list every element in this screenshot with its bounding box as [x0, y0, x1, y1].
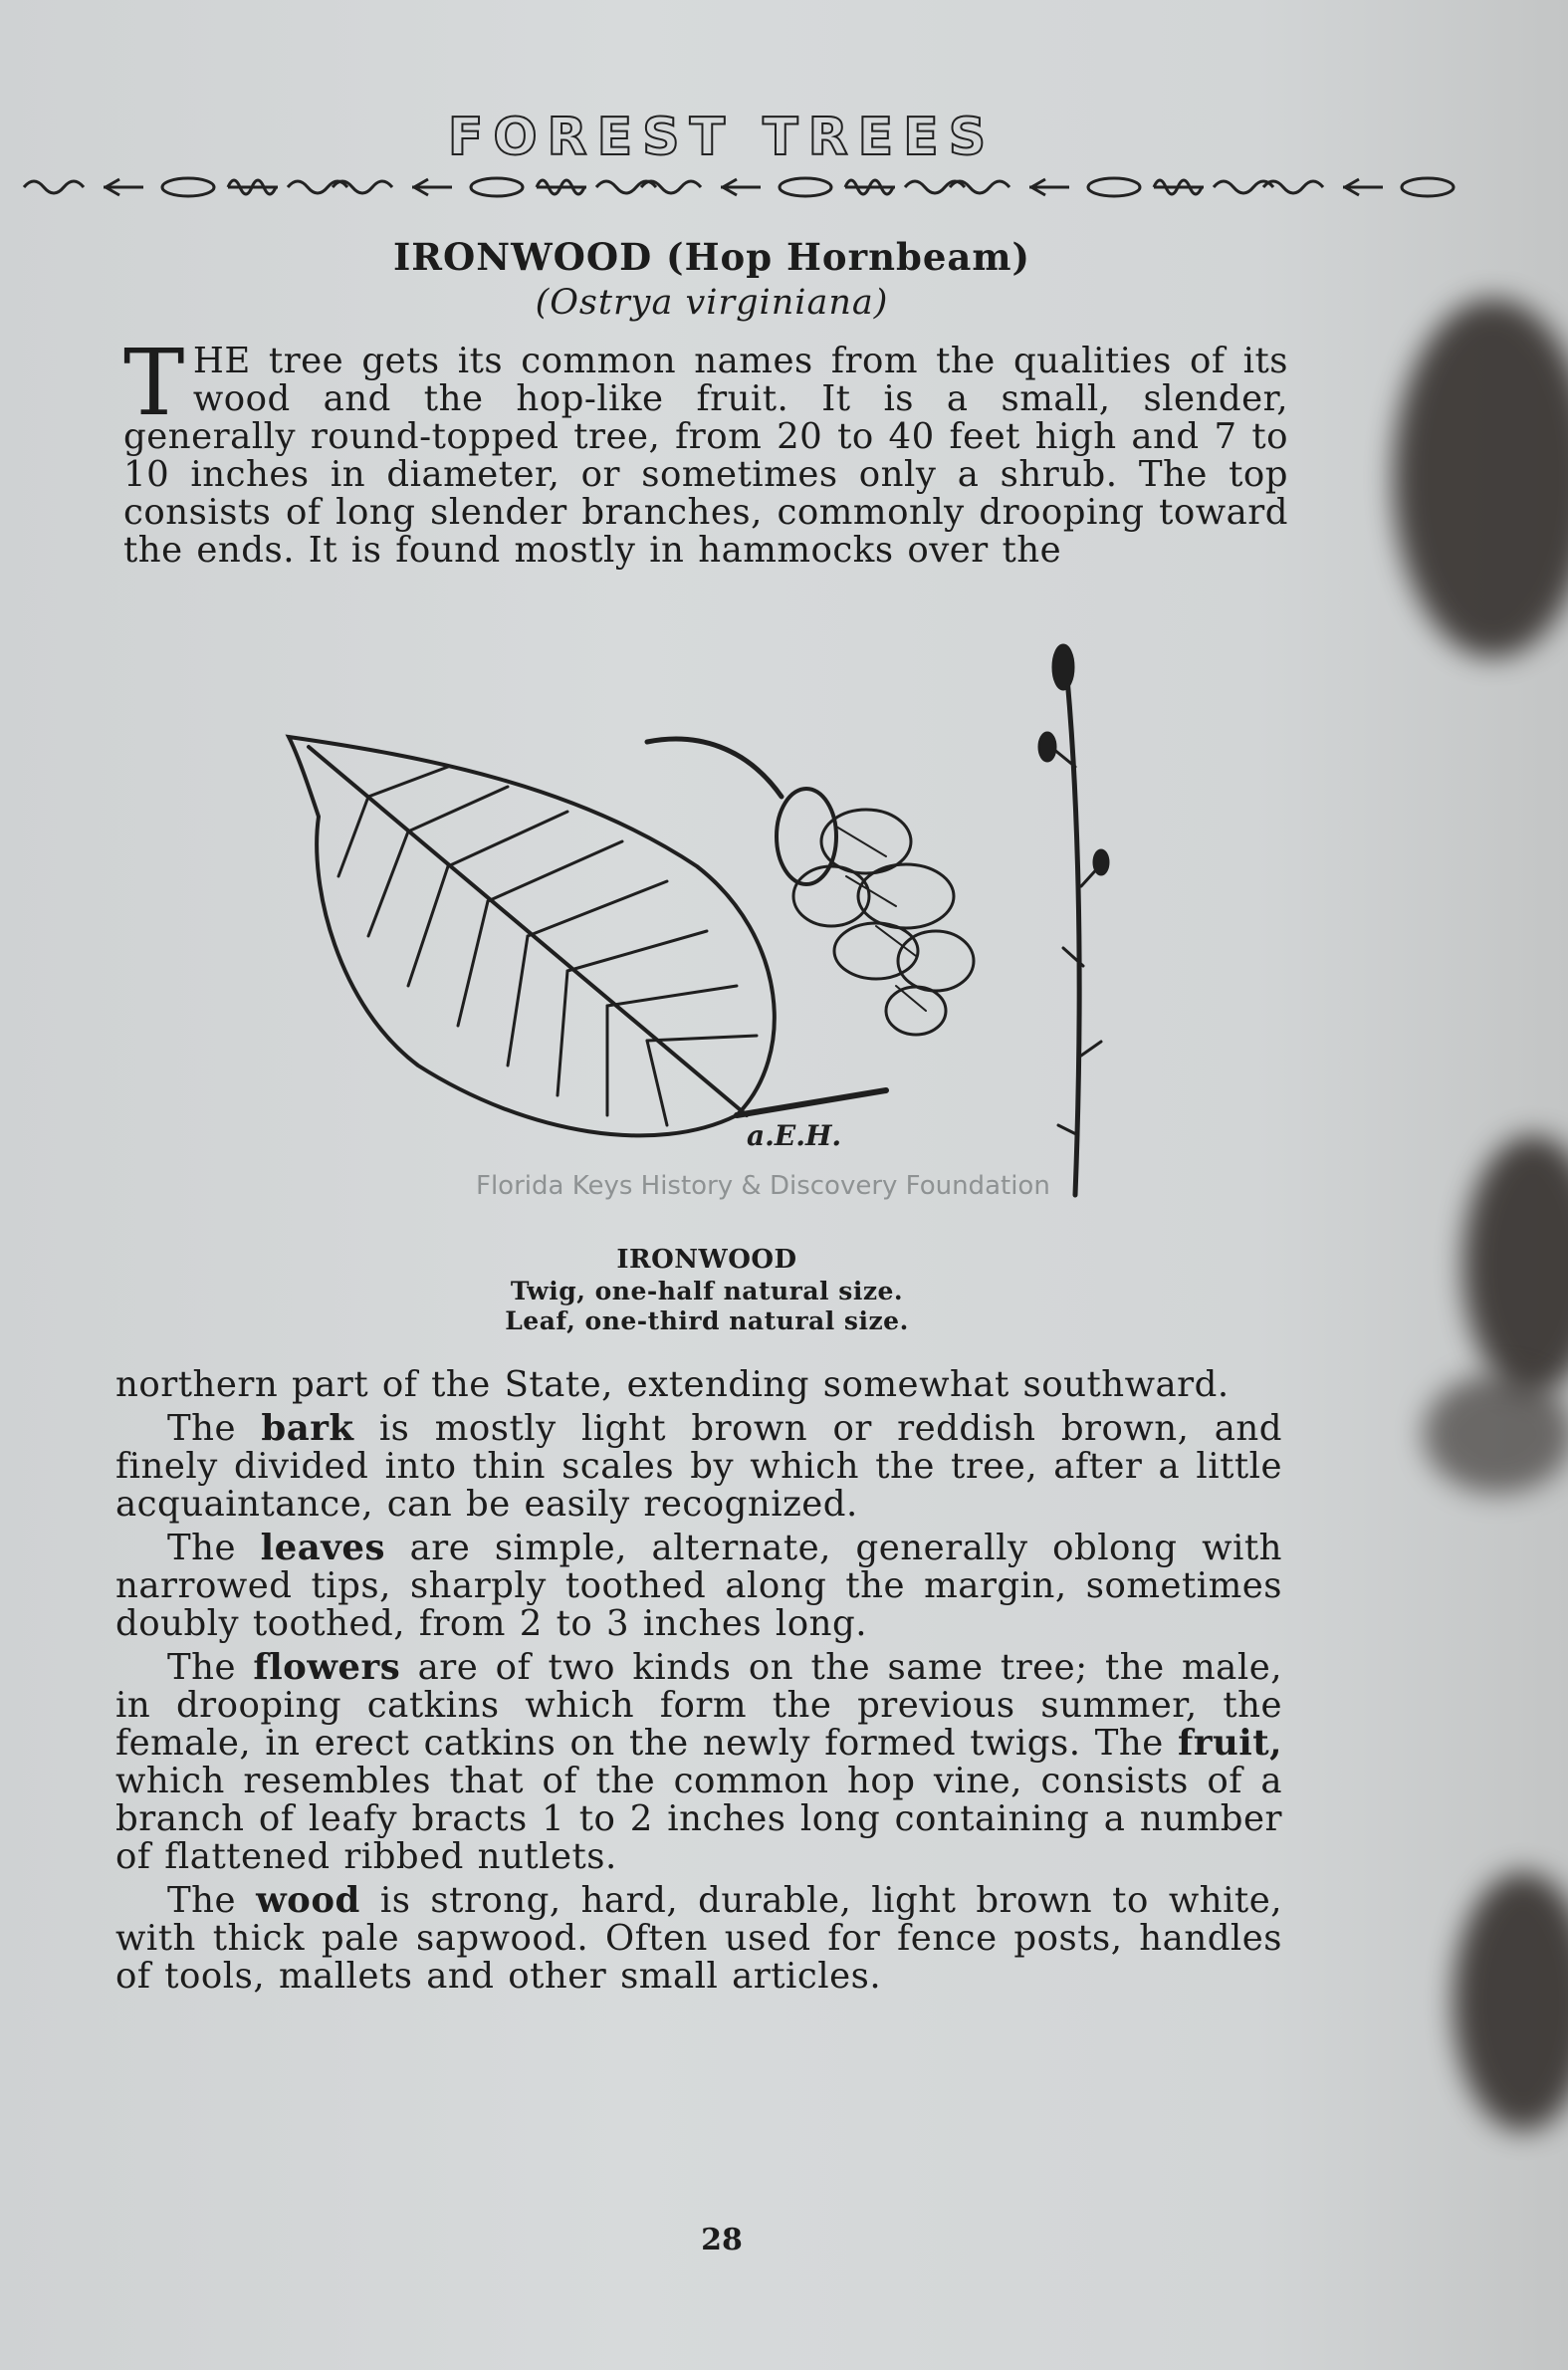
twig-drawing [1039, 645, 1108, 1195]
bark-paragraph: The bark is mostly light brown or reddish brown, and finely divided into thin scales by which the tree, after a little acquaintance, can be easily recognized. [115, 1408, 1282, 1525]
flowers-paragraph: The flowers are of two kinds on the same tree; the male, in drooping catkins which form the previous summer, the female, in erect catkins on the newly formed twigs. The fruit, which resembles that of the common hop vine, consists of a branch of leafy bracts 1 to 2 inches long containing a number of flattened ribbed nutlets. [115, 1647, 1282, 1877]
leaves-paragraph: The leaves are simple, alternate, generally oblong with narrowed tips, sharply toothed along the margin, sometimes doubly toothed, from 2 to 3 inches long. [115, 1528, 1283, 1644]
article-title: IRONWOOD (Hop Hornbeam) [392, 235, 1031, 279]
leaf-drawing [289, 737, 886, 1135]
burn-mark [1454, 1872, 1568, 2131]
hop-fruit-drawing [647, 739, 974, 1035]
artist-signature: a.E.H. [747, 1119, 842, 1152]
term-leaves: leaves [260, 1528, 385, 1568]
page-number: 28 [701, 2223, 743, 2257]
wood-paragraph: The wood is strong, hard, durable, light brown to white, with thick pale sapwood. Often used for fence posts, handles of tools, mallets and other small articles. [115, 1880, 1282, 1997]
term-bark: bark [261, 1408, 354, 1449]
article-subtitle: (Ostrya virginiana) [535, 283, 889, 323]
term-flowers: flowers [253, 1647, 401, 1688]
intro-paragraph [123, 330, 1288, 571]
burn-mark [1394, 299, 1568, 657]
figure-caption-title: IRONWOOD [616, 1245, 797, 1275]
ornament-rule [14, 167, 1497, 207]
ironwood-illustration [279, 637, 1135, 1255]
continuation-paragraph: northern part of the State, extending somewhat southward. [115, 1364, 1230, 1405]
running-header: FOREST TREES [447, 108, 997, 167]
term-wood: wood [256, 1880, 360, 1921]
burn-mark [1424, 1374, 1568, 1494]
body-text [115, 1366, 1282, 1996]
drop-cap: T [123, 330, 185, 436]
burn-mark [1463, 1135, 1568, 1394]
watermark: Florida Keys History & Discovery Foundation [476, 1171, 1050, 1201]
term-fruit: fruit, [1177, 1723, 1282, 1764]
intro-text: HE tree gets its common names from the qualities of its wood and the hop-like fruit. It is a small, slender, generally round-topped tree, from 20 to 40 feet high and 7 to 10 inches in diameter, or sometimes only a shrub. The top consists of long slender branches, commonly drooping toward the ends. It is found mostly in hammocks over the [123, 341, 1288, 571]
figure-caption-line: Twig, one-half natural size. [510, 1277, 904, 1305]
figure-caption-line: Leaf, one-third natural size. [505, 1306, 909, 1335]
